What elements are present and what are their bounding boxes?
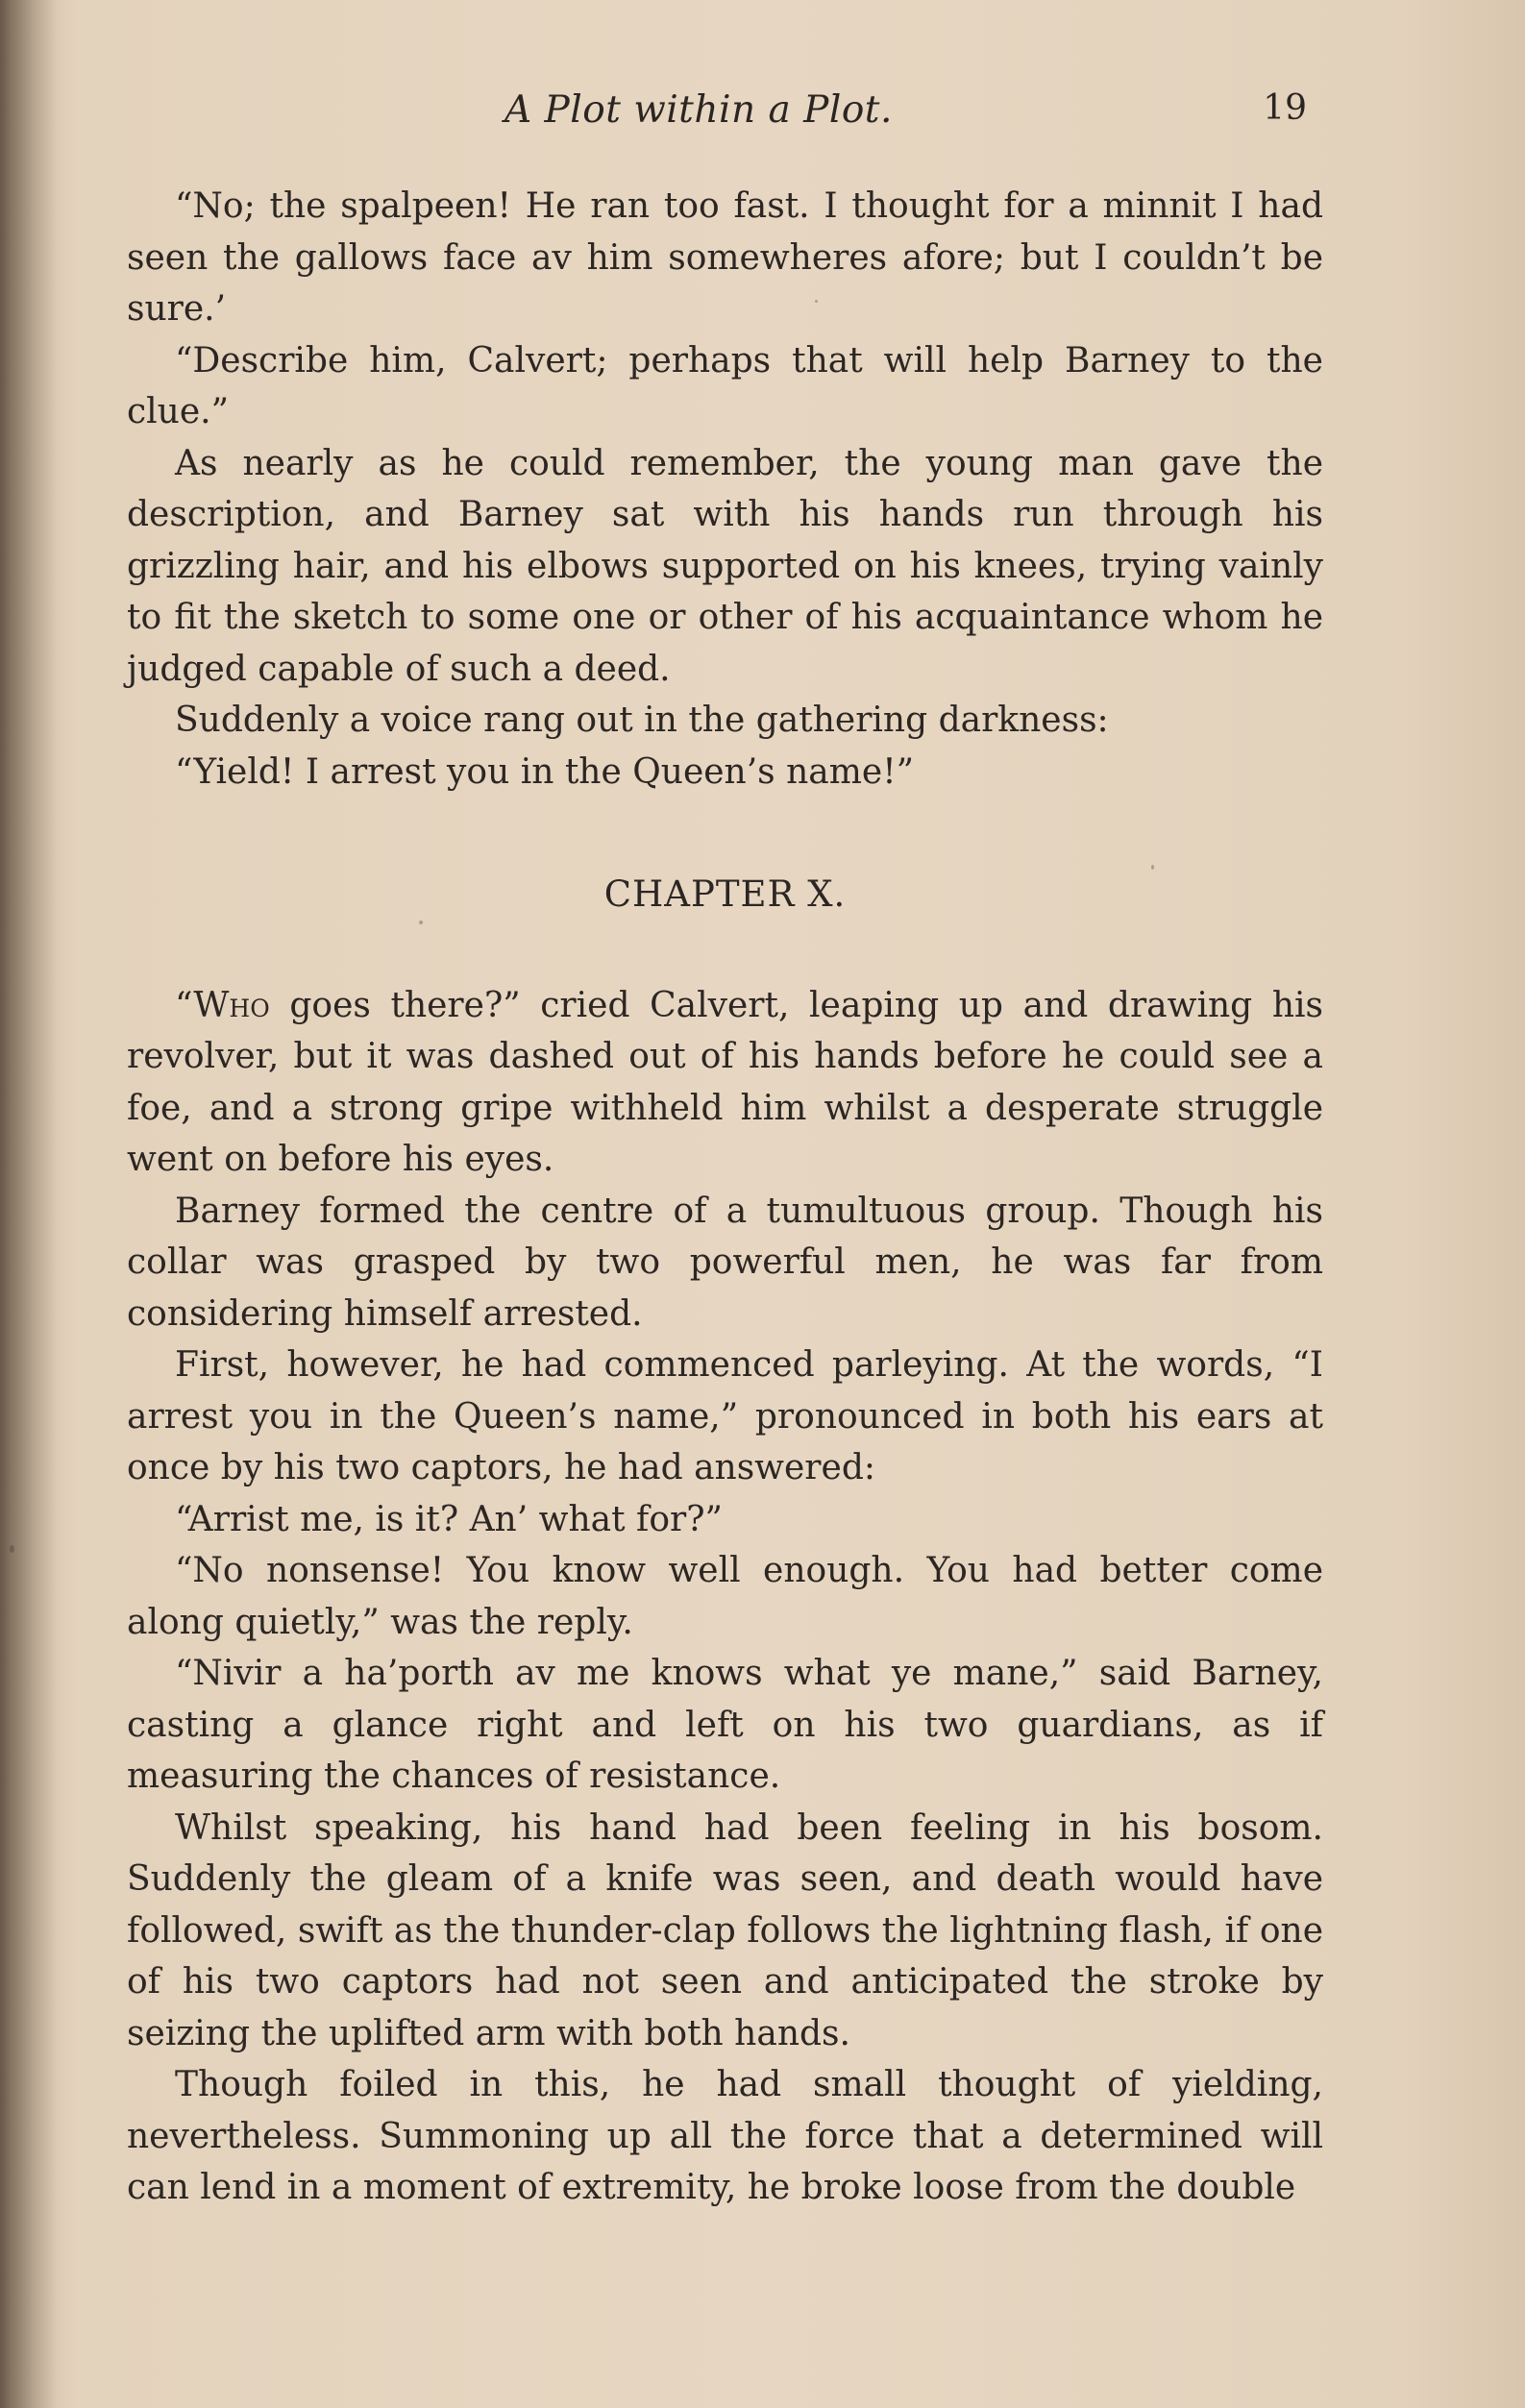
binding-gutter-shadow bbox=[0, 0, 58, 2408]
chapter-opening-word: “Who bbox=[175, 985, 270, 1025]
paragraph: Though foiled in this, he had small thought of yielding, nevertheless. Summoning up all the force that a determined will can lend in a moment of extremity, he broke loose from the double bbox=[127, 2065, 1323, 2207]
paragraph: “Nivir a ha’porth av me knows what ye mane,” said Barney, casting a glance right and left on his two guardians, as if measuring the chances of resistance. bbox=[127, 1654, 1323, 1796]
paragraph: Suddenly a voice rang out in the gathering darkness: bbox=[175, 700, 1109, 740]
paragraph: First, however, he had commenced parleying. At the words, “I arrest you in the Queen’s name,” pronounced in both his ears at once by his two captors, he had answered: bbox=[127, 1345, 1323, 1487]
page-header bbox=[125, 88, 1307, 146]
paragraph: “No; the spalpeen! He ran too fast. I thought for a minnit I had seen the gallows face av him somewheres afore; but I couldn’t be sure.’ bbox=[127, 186, 1323, 329]
paper-speck bbox=[1151, 865, 1154, 870]
paper-speck bbox=[10, 1545, 14, 1553]
paragraph: “Describe him, Calvert; perhaps that will help Barney to the clue.” bbox=[127, 340, 1323, 431]
paper-speck bbox=[815, 300, 818, 303]
paragraph-text: goes there?” cried Calvert, leaping up and drawing his revolver, but it was dashed out of his hands before he could see a foe, and a strong gripe withheld him whilst a desperate struggle went on before his eyes. bbox=[127, 985, 1323, 1179]
chapter-heading: CHAPTER X. bbox=[603, 873, 847, 915]
paragraph bbox=[127, 980, 1323, 1186]
paragraph: “No nonsense! You know well enough. You had better come along quietly,” was the reply. bbox=[127, 1551, 1323, 1642]
running-title: A Plot within a Plot. bbox=[504, 88, 893, 132]
paragraph: “Arrist me, is it? An’ what for?” bbox=[175, 1499, 723, 1539]
paragraph: As nearly as he could remember, the young man gave the description, and Barney sat with his hands run through his grizzling hair, and his elbows supported on his knees, trying vainly to fit the sketch to some one or other of his acquaintance whom he judged capable of such a deed. bbox=[127, 443, 1323, 689]
paragraph: “Yield! I arrest you in the Queen’s name!” bbox=[175, 751, 915, 792]
paragraph: Barney formed the centre of a tumultuous group. Though his collar was grasped by two powerful men, he was far from considering himself arrested. bbox=[127, 1191, 1323, 1334]
paper-speck bbox=[419, 921, 423, 924]
body-text bbox=[127, 181, 1323, 2214]
paragraph: Whilst speaking, his hand had been feeling in his bosom. Suddenly the gleam of a knife was seen, and death would have followed, swift as the thunder-clap follows the lightning flash, if one of his two captors had not seen and anticipated the stroke by seizing the uplifted arm with both hands. bbox=[127, 1807, 1323, 2053]
page-number: 19 bbox=[1263, 88, 1307, 128]
